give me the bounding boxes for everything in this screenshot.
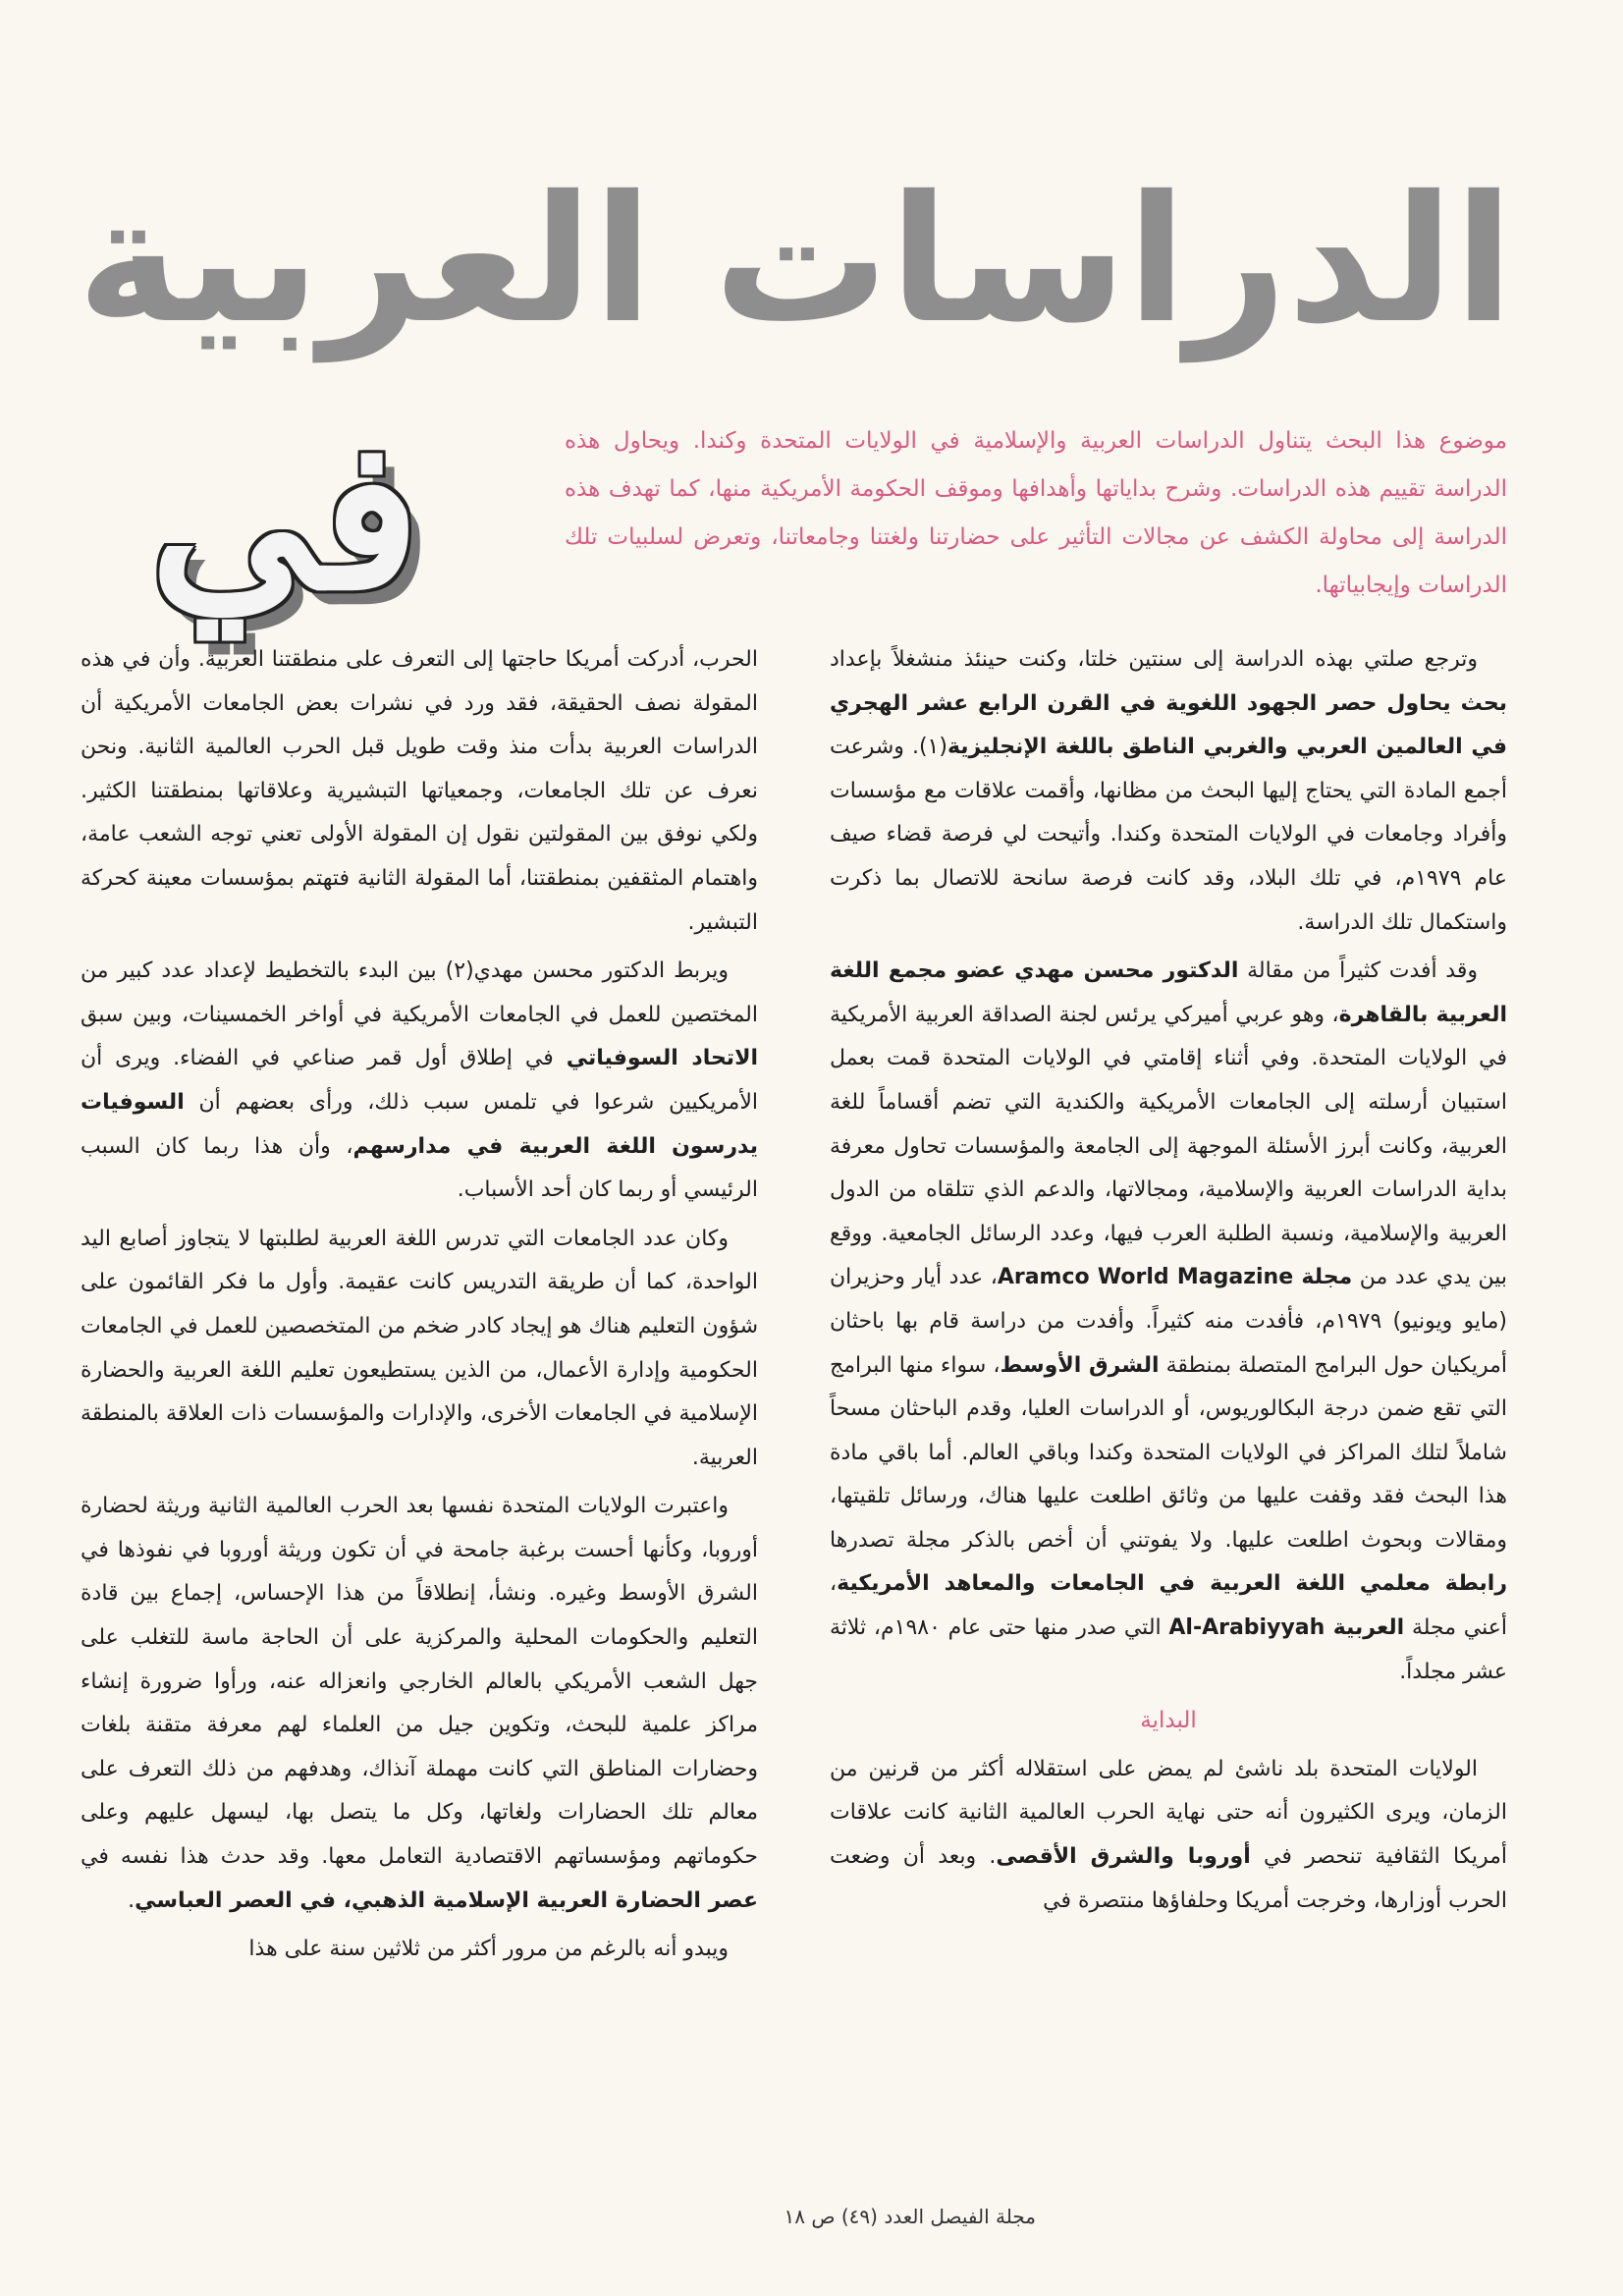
paragraph: وكان عدد الجامعات التي تدرس اللغة العربية لطلبتها لا يتجاوز أصابع اليد الواحدة، كما أن طريقة التدريس كانت عقيمة. وأول ما فكر القائمون على شؤون التعليم هناك هو إيجاد كادر ضخم من المتخصصين للعمل في الجامعات الحكومية وإدارة الأعمال، من الذين يستطيعون تعليم اللغة العربية والحضارة الإسلامية في الجامعات الأخرى، والإدارات والمؤسسات ذات العلاقة بالمنطقة العربية. (81, 1226, 758, 1470)
right-column (830, 638, 1507, 1923)
page-footer: مجلة الفيصل العدد (٤٩) ص ١٨ (784, 2205, 1036, 2228)
left-column (81, 638, 758, 1972)
bold-phrase: الاتحاد السوفياتي (566, 1046, 758, 1071)
paragraph: وقد أفدت كثيراً من مقالة الدكتور محسن مهدي عضو مجمع اللغة العربية بالقاهرة، وهو عربي أميركي يرئس لجنة الصداقة العربية الأمريكية في الولايات المتحدة. وفي أثناء إقامتي في الولايات المتحدة قمت بعمل استبيان أرسلته إلى الجامعات الأمريكية والكندية التي تضم أقساماً للغة العربية، وكانت أبرز الأسئلة الموجهة إلى الجامعة والمؤسسات تحاول معرفة بداية الدراسات العربية والإسلامية، ومجالاتها، والدعم الذي تتلقاه من الدول العربية والإسلامية، ونسبة الطلبة العرب فيها، وعدد الرسائل الجامعية. ووقع بين يدي عدد من مجلة Aramco World Magazine، عدد أيار وحزيران (مايو ويونيو) ١٩٧٩م، فأفدت منه كثيراً. وأفدت من دراسة قام بها باحثان أمريكيان حول البرامج المتصلة بمنطقة الشرق الأوسط، سواء منها البرامج التي تقع ضمن درجة البكالوريوس، أو الدراسات العليا، وقدم الباحثان مسحاً شاملاً لتلك المراكز في الولايات المتحدة وكندا وباقي العالم. أما باقي مادة هذا البحث فقد وقفت عليها من وثائق اطلعت عليها هناك، ورسائل تلقيتها، ومقالات وبحوث اطلعت عليها. ولا يفوتني أن أخص بالذكر مجلة تصدرها رابطة معلمي اللغة العربية في الجامعات والمعاهد الأمريكية، أعني مجلة العربية Al-Arabiyyah التي صدر منها حتى عام ١٩٨٠م، ثلاثة عشر مجلداً. (830, 958, 1508, 1684)
bold-phrase: الشرق الأوسط (1000, 1352, 1160, 1378)
bold-phrase: عصر الحضارة العربية الإسلامية الذهبي، في العصر العباسي (135, 1887, 758, 1913)
bold-phrase: أوروبا والشرق الأقصى (996, 1844, 1251, 1870)
bold-phrase: مجلة Aramco World Magazine (997, 1265, 1353, 1290)
paragraph: ويربط الدكتور محسن مهدي(٢) بين البدء بالتخطيط لإعداد عدد كبير من المختصين للعمل في الجامعات الأمريكية في أواخر الخمسينات، وبين سبق الاتحاد السوفياتي في إطلاق أول قمر صناعي في الفضاء. ويرى أن الأمريكيين شرعوا في تلمس سبب ذلك، ورأى بعضهم أن السوفيات يدرسون اللغة العربية في مدارسهم، وأن هذا ربما كان السبب الرئيسي أو ربما كان أحد الأسباب. (81, 958, 758, 1203)
bold-phrase: العربية Al-Arabiyyah (1168, 1615, 1405, 1641)
bold-phrase: الدكتور محسن مهدي عضو مجمع اللغة العربية بالقاهرة (830, 958, 1507, 1027)
paragraph: وترجع صلتي بهذه الدراسة إلى سنتين خلتا، وكنت حينئذ منشغلاً بإعداد بحث يحاول حصر الجهود اللغوية في القرن الرابع عشر الهجري في العالمين العربي والغربي الناطق باللغة الإنجليزية(١). وشرعت أجمع المادة التي يحتاج إليها البحث من مظانها، وأقمت علاقات مع مؤسسات وأفراد وجامعات في الولايات المتحدة وكندا. وأتيحت لي فرصة قضاء صيف عام ١٩٧٩م، في تلك البلاد، وقد كانت فرصة سانحة للاتصال بما ذكرت واستكمال تلك الدراسة. (830, 647, 1508, 935)
bold-phrase: رابطة معلمي اللغة العربية في الجامعات والمعاهد الأمريكية (837, 1571, 1507, 1597)
paragraph: ويبدو أنه بالرغم من مرور أكثر من ثلاثين سنة على هذا (248, 1937, 729, 1962)
section-title: البداية (1140, 1708, 1197, 1734)
bold-phrase: بحث يحاول حصر الجهود اللغوية في القرن الرابع عشر الهجري في العالمين العربي والغربي الناطق باللغة الإنجليزية (830, 690, 1507, 760)
article-intro: موضوع هذا البحث يتناول الدراسات العربية والإسلامية في الولايات المتحدة وكندا. ويحاول هذه الدراسة تقييم هذه الدراسات. وشرح بداياتها وأهدافها وموقف الحكومة الأمريكية منها، كما تهدف هذه الدراسة إلى محاولة الكشف عن مجالات التأثير على حضارتنا ولغتنا وجامعاتنا، وتعرض لسلبيات تلك الدراسات وإيجابياتها. (565, 428, 1507, 598)
headline-word-fi: في (149, 394, 420, 636)
article-headline: الدراسات العربية (77, 158, 1514, 361)
paragraph: الولايات المتحدة بلد ناشئ لم يمض على استقلاله أكثر من قرنين من الزمان، ويرى الكثيرون أنه حتى نهاية الحرب العالمية الثانية كانت علاقات أمريكا الثقافية تنحصر في أوروبا والشرق الأقصى. وبعد أن وضعت الحرب أوزارها، وخرجت أمريكا وحلفاؤها منتصرة في (830, 1756, 1507, 1913)
bold-phrase: السوفيات يدرسون اللغة العربية في مدارسهم (81, 1089, 758, 1159)
paragraph: واعتبرت الولايات المتحدة نفسها بعد الحرب العالمية الثانية وريثة لحضارة أوروبا، وكأنها أحست برغبة جامحة في أن تكون وريثة أوروبا في نفوذها في الشرق الأوسط وغيره. ونشأ، إنطلاقاً من هذا الإحساس، إجماع بين قادة التعليم والحكومات المحلية والمركزية على أن الحاجة ماسة للتغلب على جهل الشعب الأمريكي بالعالم الخارجي وانعزاله عنه، ورأوا ضرورة إنشاء مراكز علمية للبحث، وتكوين جيل من العلماء لهم معرفة متقنة بلغات وحضارات المناطق التي كانت مهملة آنذاك، وهدفهم من ذلك التعرف على معالم تلك الحضارات ولغاتها، وكل ما يتصل بها، ليسهل عليهم وعلى حكوماتهم ومؤسساتهم الاقتصادية التعامل معها. وقد حدث هذا نفسه في عصر الحضارة العربية الإسلامية الذهبي، في العصر العباسي. (81, 1494, 758, 1913)
paragraph: الحرب، أدركت أمريكا حاجتها إلى التعرف على منطقتنا العربية. وأن في هذه المقولة نصف الحقيقة، فقد ورد في نشرات بعض الجامعات الأمريكية أن الدراسات العربية بدأت منذ وقت طويل قبل الحرب العالمية الثانية. ونحن نعرف عن تلك الجامعات، وجمعياتها التبشيرية وعلاقاتها بمنطقتنا الكثير. ولكي نوفق بين المقولتين نقول إن المقولة الأولى تعني توجه الشعب عامة، واهتمام المثقفين بمنطقتنا، أما المقولة الثانية فتهتم بمؤسسات معينة كحركة التبشير. (81, 647, 758, 935)
